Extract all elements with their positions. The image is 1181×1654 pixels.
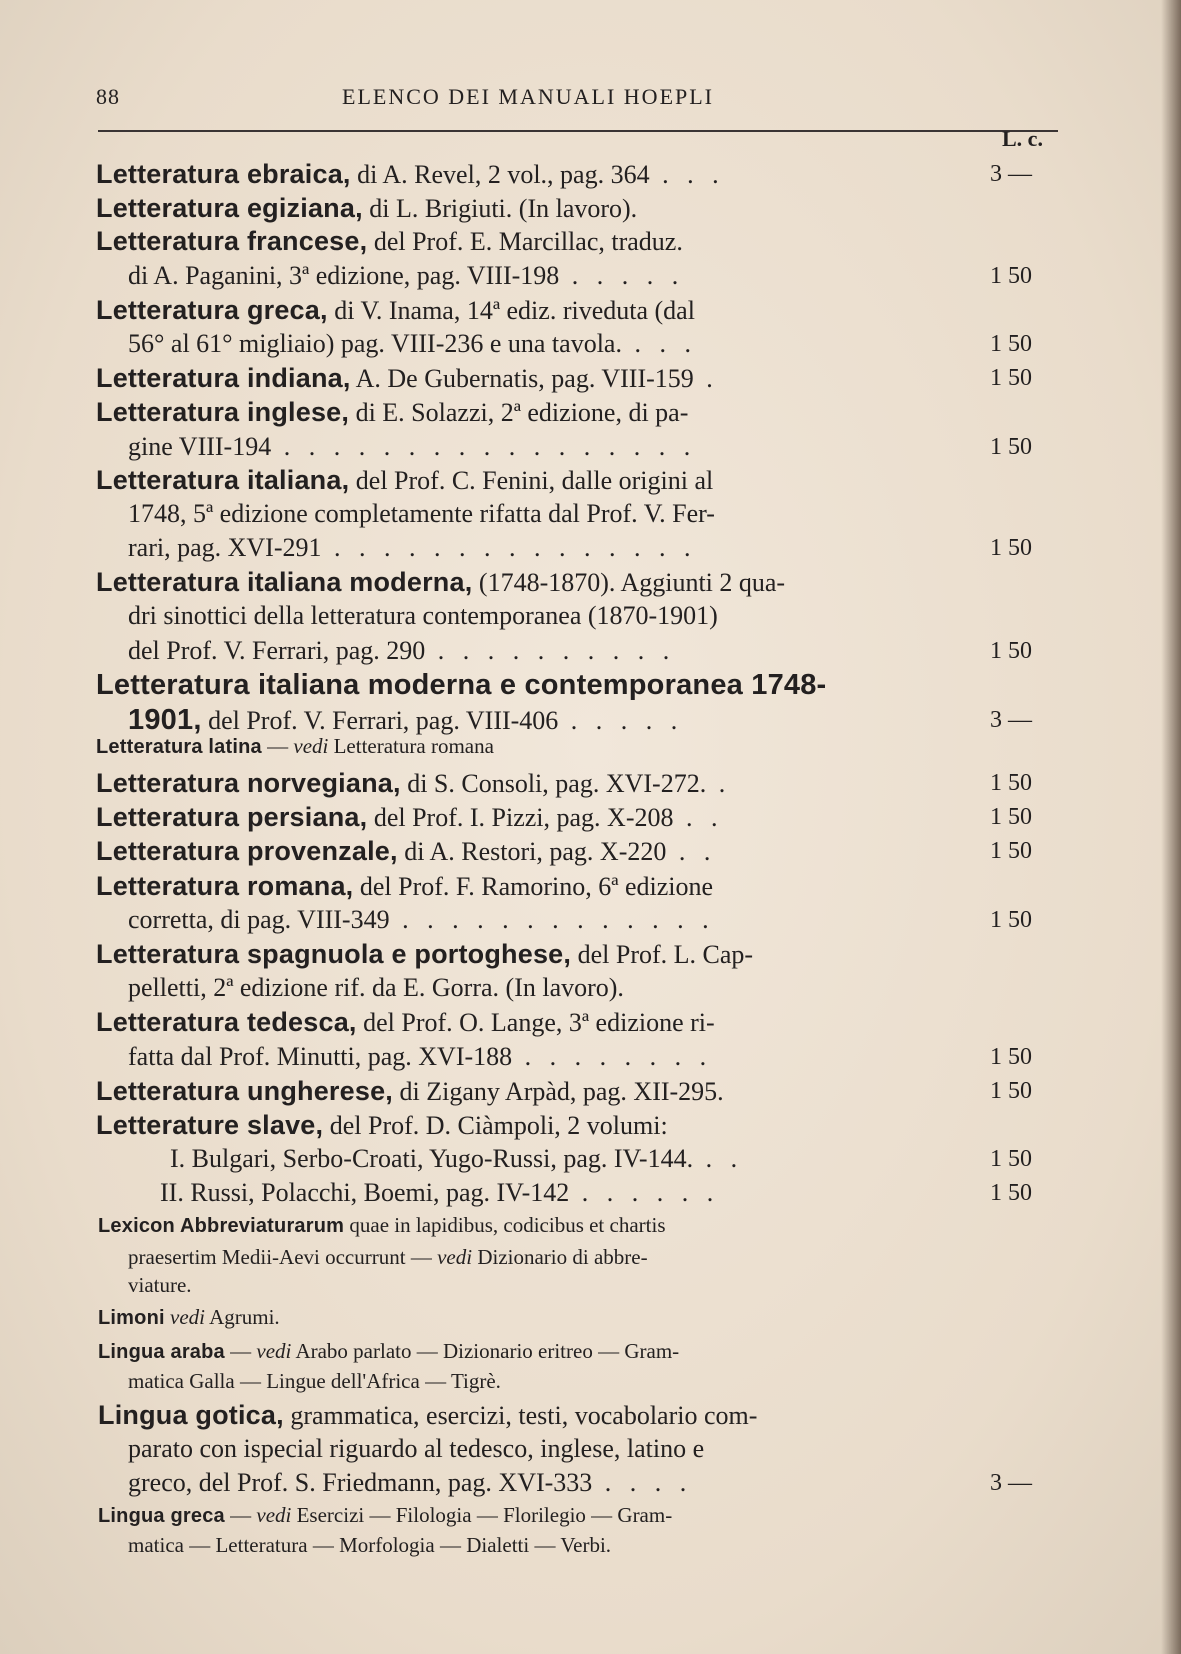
entry-text: gine VIII-194 — [128, 432, 272, 461]
entry-price: 1 50 — [990, 434, 1032, 460]
entry-heading: Letteratura greca, — [96, 295, 328, 325]
entry-line — [96, 834, 716, 868]
entry-line — [96, 361, 719, 395]
entry-price: 1 50 — [990, 907, 1032, 933]
entry-line — [96, 668, 826, 702]
entry-text: — — [224, 1339, 257, 1363]
entry-line — [128, 497, 715, 531]
entry-line — [128, 599, 718, 633]
entry-text-cont: Esercizi — Filologia — Florilegio — Gram- — [291, 1503, 673, 1527]
entry-line — [128, 903, 715, 937]
leader-dots: . . . . . . . . . . . . . . . . . — [271, 432, 697, 461]
leader-dots: . . . . . . . . . . — [425, 636, 676, 665]
entry-text-cont: Arabo parlato — Dizionario eritreo — Gram- — [291, 1339, 680, 1363]
entry-line — [98, 1336, 679, 1366]
leader-dots: . . . . . . . . — [512, 1042, 713, 1071]
entry-line — [98, 1210, 666, 1240]
entry-heading: Letteratura francese, — [96, 226, 368, 256]
entry-line — [128, 1466, 692, 1500]
entry-line — [98, 1302, 280, 1332]
entry-text: 56° al 61° migliaio) pag. VIII-236 e una tavola. — [128, 329, 622, 358]
entry-line — [128, 327, 697, 361]
entry-line — [128, 531, 697, 565]
entry-text: rari, pag. XVI-291 — [128, 533, 322, 562]
entry-text: greco, del Prof. S. Friedmann, pag. XVI-333 — [128, 1468, 593, 1497]
leader-dots: . . . . . . . . . . . . . . . — [321, 533, 697, 562]
entry-heading: 1901, — [128, 704, 202, 736]
entry-heading: Lingua araba — [98, 1341, 225, 1363]
leader-dots: . . . . . . . . . . . . . — [389, 905, 715, 934]
entry-line — [96, 191, 637, 225]
entry-price: 1 50 — [990, 535, 1032, 561]
entry-heading: Letteratura norvegiana, — [96, 768, 401, 798]
entry-heading: Letteratura egiziana, — [96, 193, 363, 223]
entry-text: del Prof. V. Ferrari, pag. 290 — [128, 636, 426, 665]
entry-line — [128, 1242, 648, 1272]
entry-heading: Letteratura inglese, — [96, 397, 350, 427]
entry-line — [160, 1176, 719, 1210]
leader-dots: . . . . — [592, 1468, 693, 1497]
entry-heading: Letteratura romana, — [96, 871, 354, 901]
entry-heading: Lingua gotica, — [98, 1400, 284, 1430]
leader-dots: . . . . . . — [569, 1178, 720, 1207]
entry-text: A. De Gubernatis, pag. VIII-159 — [350, 364, 694, 393]
entry-text: dri sinottici della letteratura contemporanea (1870-1901) — [128, 601, 718, 630]
entry-heading: Letterature slave, — [96, 1110, 324, 1140]
entry-heading: Limoni — [98, 1307, 165, 1329]
leader-dots: . . . — [649, 160, 725, 189]
leader-dots: . . — [673, 803, 724, 832]
running-header — [96, 84, 1056, 114]
entry-price: 1 50 — [990, 1078, 1032, 1104]
page-title: ELENCO DEI MANUALI HOEPLI — [342, 84, 715, 109]
entry-text: II. Russi, Polacchi, Boemi, pag. IV-142 — [160, 1178, 570, 1207]
entry-text: quae in lapidibus, codicibus et chartis — [344, 1213, 666, 1237]
entry-text: grammatica, esercizi, testi, vocabolario com- — [283, 1401, 758, 1430]
leader-dots: . . . . . — [558, 706, 684, 735]
entry-heading: Letteratura ungherese, — [96, 1076, 393, 1106]
entry-text: matica Galla — Lingue dell'Africa — Tigrè. — [128, 1369, 501, 1393]
entry-line — [128, 634, 675, 668]
entry-line — [96, 293, 695, 327]
page-number: 88 — [96, 84, 120, 109]
entry-line — [170, 1142, 743, 1176]
entry-line — [96, 224, 683, 258]
entry-see-also: vedi — [256, 1503, 292, 1527]
entry-price: 1 50 — [990, 804, 1032, 830]
entry-text: del Prof. O. Lange, 3ª edizione ri- — [356, 1008, 715, 1037]
entry-line — [128, 971, 624, 1005]
entry-text-cont: Letteratura romana — [328, 734, 494, 758]
entry-text: del Prof. E. Marcillac, traduz. — [367, 227, 683, 256]
entry-line — [96, 1108, 668, 1142]
entry-line — [96, 395, 688, 429]
entry-text-cont: Agrumi. — [204, 1305, 280, 1329]
entry-text: 1748, 5ª edizione completamente rifatta dal Prof. V. Fer- — [128, 499, 715, 528]
entry-text: di V. Inama, 14ª ediz. riveduta (dal — [327, 296, 695, 325]
entry-price: 3 — — [990, 161, 1032, 187]
entry-price: 1 50 — [990, 1180, 1032, 1206]
entry-text: di E. Solazzi, 2ª edizione, di pa- — [349, 398, 689, 427]
entry-text: di A. Paganini, 3ª edizione, pag. VIII-198 — [128, 261, 560, 290]
entry-text: matica — Letteratura — Morfologia — Dialetti — Verbi. — [128, 1533, 612, 1557]
entry-line — [96, 766, 731, 800]
entry-text-cont: Dizionario di abbre- — [472, 1245, 648, 1269]
entry-line — [96, 1005, 715, 1039]
entry-text: di A. Revel, 2 vol., pag. 364 — [350, 160, 650, 189]
entry-heading: Letteratura italiana moderna, — [96, 567, 473, 597]
entry-heading: Lingua greca — [98, 1505, 225, 1527]
entry-text: viature. — [128, 1273, 192, 1297]
entry-price: 3 — — [990, 1470, 1032, 1496]
entry-text: parato con ispecial riguardo al tedesco, inglese, latino e — [128, 1434, 705, 1463]
entry-text: I. Bulgari, Serbo-Croati, Yugo-Russi, pag. IV-144. — [170, 1144, 694, 1173]
entry-text: — — [261, 734, 294, 758]
entry-line — [96, 731, 494, 761]
header-rule — [98, 130, 1058, 132]
entry-heading: Letteratura tedesca, — [96, 1007, 357, 1037]
entry-line — [96, 463, 713, 497]
entry-price: 1 50 — [990, 638, 1032, 664]
entry-line — [128, 1366, 501, 1396]
entry-text: di L. Brigiuti. (In lavoro). — [362, 194, 638, 223]
entry-text: corretta, di pag. VIII-349 — [128, 905, 390, 934]
entry-price: 1 50 — [990, 331, 1032, 357]
entry-line — [96, 157, 725, 191]
entry-text: del Prof. I. Pizzi, pag. X-208 — [367, 803, 674, 832]
entry-see-also: vedi — [256, 1339, 292, 1363]
leader-dots: . — [693, 364, 719, 393]
entry-line — [128, 259, 684, 293]
entry-text: del Prof. F. Ramorino, 6ª edizione — [353, 872, 714, 901]
entry-text: del Prof. L. Cap- — [571, 940, 754, 969]
entry-text: del Prof. D. Ciàmpoli, 2 volumi: — [323, 1111, 668, 1140]
entry-line — [96, 800, 723, 834]
entry-line — [128, 1270, 192, 1300]
entry-text: pelletti, 2ª edizione rif. da E. Gorra. (In lavoro). — [128, 973, 624, 1002]
entry-line — [98, 1398, 757, 1432]
entry-price: 1 50 — [990, 263, 1032, 289]
entry-line — [128, 1432, 704, 1466]
entry-text: (1748-1870). Aggiunti 2 qua- — [472, 568, 786, 597]
entry-line — [98, 1500, 672, 1530]
entry-line — [128, 430, 696, 464]
entry-text: di Zigany Arpàd, pag. XII-295. — [392, 1077, 724, 1106]
entry-price: 1 50 — [990, 770, 1032, 796]
entry-heading: Letteratura indiana, — [96, 363, 351, 393]
leader-dots: . . . . . — [559, 261, 685, 290]
entry-line — [96, 869, 713, 903]
entry-text: del Prof. C. Fenini, dalle origini al — [349, 466, 714, 495]
leader-dots: . . — [693, 1144, 744, 1173]
entry-see-also: vedi — [170, 1305, 205, 1329]
entry-heading: Letteratura italiana, — [96, 465, 350, 495]
entry-price: 1 50 — [990, 838, 1032, 864]
entry-heading: Letteratura ebraica, — [96, 159, 351, 189]
entry-text: praesertim Medii-Aevi occurrunt — — [128, 1245, 438, 1269]
entry-text: di A. Restori, pag. X-220 — [397, 837, 667, 866]
leader-dots: . — [706, 769, 732, 798]
entry-line — [96, 937, 753, 971]
entry-line — [96, 1074, 724, 1108]
page-edge-shadow — [1161, 0, 1181, 1654]
entry-see-also: vedi — [437, 1245, 473, 1269]
entry-price: 1 50 — [990, 1044, 1032, 1070]
entry-price: 3 — — [990, 707, 1032, 733]
entry-heading: Letteratura provenzale, — [96, 836, 398, 866]
entry-price: 1 50 — [990, 365, 1032, 391]
leader-dots: . . . — [621, 329, 697, 358]
entry-line — [96, 565, 785, 599]
entry-line — [128, 1530, 611, 1560]
entry-line — [128, 1040, 712, 1074]
entry-heading: Letteratura persiana, — [96, 802, 368, 832]
entry-text: di S. Consoli, pag. XVI-272. — [400, 769, 707, 798]
currency-label: L. c. — [1002, 126, 1043, 151]
entry-heading: Letteratura italiana moderna e contemporanea 1748- — [96, 669, 827, 701]
entry-text: fatta dal Prof. Minutti, pag. XVI-188 — [128, 1042, 513, 1071]
leader-dots: . . — [666, 837, 717, 866]
entry-heading: Letteratura latina — [96, 736, 262, 758]
entry-text: del Prof. V. Ferrari, pag. VIII-406 — [201, 706, 559, 735]
entry-price: 1 50 — [990, 1146, 1032, 1172]
entry-heading: Letteratura spagnuola e portoghese, — [96, 939, 572, 969]
entry-see-also: vedi — [293, 734, 329, 758]
entry-text: — — [224, 1503, 257, 1527]
entry-heading: Lexicon Abbreviaturarum — [98, 1215, 345, 1237]
